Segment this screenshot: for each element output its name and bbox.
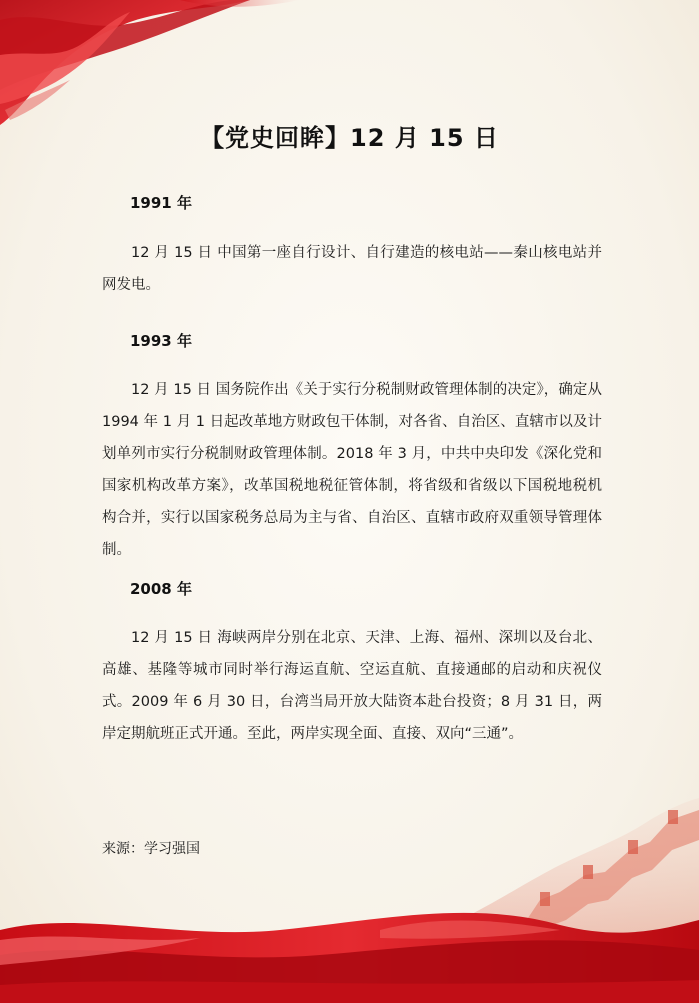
year-heading-1993: 1993 年: [130, 332, 192, 350]
entry-text-1993: 12 月 15 日 国务院作出《关于实行分税制财政管理体制的决定》，确定从 1994 年 1 月 1 日起改革地方财政包干体制，对各省、自治区、直辖市以及计划单列市实行分税制财政管理体制。2018 年 3 月，中共中央印发《深化党和国家机构改革方案》，改革国税地税征管体制，将省级和省级以下国税地税机构合并，实行以国家税务总局为主与省、自治区、直辖市政府双重领导管理体制。: [102, 382, 602, 558]
bottom-ribbon-decoration: [0, 780, 699, 1003]
entry-text-1991: 12 月 15 日 中国第一座自行设计、自行建造的核电站——秦山核电站并网发电。: [102, 245, 602, 293]
page-title: 【党史回眸】12 月 15 日: [200, 124, 499, 152]
entry-text-2008: 12 月 15 日 海峡两岸分别在北京、天津、上海、福州、深圳以及台北、高雄、基隆等城市同时举行海运直航、空运直航、直接通邮的启动和庆祝仪式。2009 年 6 月 30 日，台湾当局开放大陆资本赴台投资；8 月 31 日，两岸定期航班正式开通。至此，两岸实现全面、直接、双向“三通”。: [102, 630, 602, 742]
source-note: 来源：学习强国: [102, 841, 200, 857]
year-heading-1991: 1991 年: [130, 194, 192, 212]
year-heading-2008: 2008 年: [130, 580, 192, 598]
